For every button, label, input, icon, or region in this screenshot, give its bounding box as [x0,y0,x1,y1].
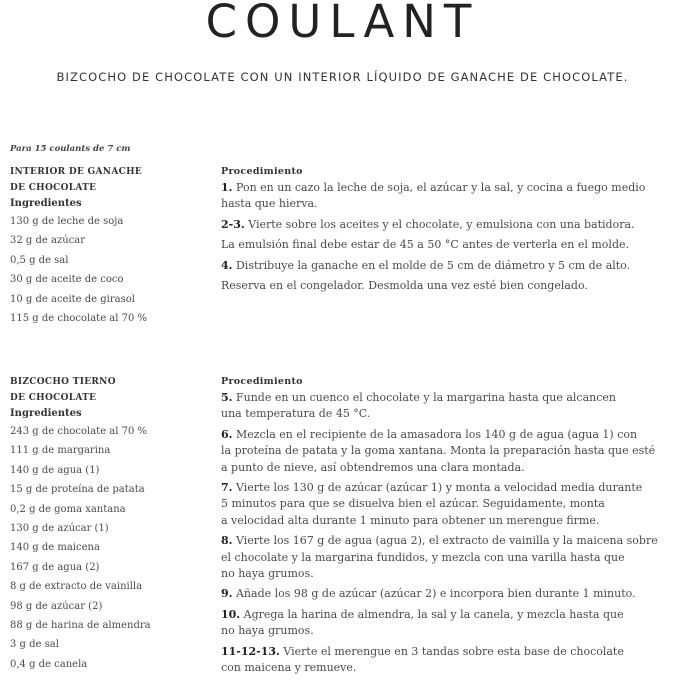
step-number: 9. [221,587,233,601]
step-text-line: 5 minutos para que se disuelva bien el azúcar. Seguidamente, monta [221,497,605,511]
ingredient-item: 10 g de aceite de girasol [10,293,135,305]
ingredient-item: 0,2 g de goma xantana [10,503,126,515]
section2-ingredient-list [10,422,210,674]
section2-ingredients-label: Ingredientes [10,408,82,419]
section2-step-list [221,390,676,677]
section2-ingredients [10,374,210,674]
section1-ingredients-label: Ingredientes [10,198,82,209]
procedure-step [221,533,676,582]
step-text-line: el chocolate y la margarina fundidos, y mezcla con una varilla hasta que [221,550,625,564]
step-number: 7. [221,481,233,495]
ingredient-item: 15 g de proteína de patata [10,484,145,496]
section2-procedure-label: Procedimiento [221,376,303,387]
procedure-step [221,180,676,213]
ingredient-item: 111 g de margarina [10,445,111,457]
serving-size: Para 15 coulants de 7 cm [10,144,131,154]
step-text-line: Vierte los 167 g de agua (agua 2), el extracto de vainilla y la maicena sobre [235,534,658,548]
step-number: 5. [221,391,233,404]
ingredient-item: 88 g de harina de almendra [10,620,151,632]
step-text-line: Reserva en el congelador. Desmolda una vez esté bien congelado. [221,279,588,293]
step-text-line: no haya grumos. [221,567,314,581]
procedure-step [221,390,676,423]
step-number: 8. [221,534,233,548]
section1-procedure-label: Procedimiento [221,166,303,177]
step-number: 2-3. [221,217,245,231]
step-number: 11-12-13. [221,644,280,658]
section2-heading-line2: DE CHOCOLATE [10,393,97,403]
step-number: 6. [221,427,233,441]
ingredient-item: 0,5 g de sal [10,254,69,266]
ingredient-item: 115 g de chocolate al 70 % [10,313,148,325]
step-number: 1. [221,181,233,194]
procedure-step [221,586,676,602]
step-text-line: La emulsión final debe estar de 45 a 50 °C antes de verterla en el molde. [221,238,629,252]
section1-heading-line2: DE CHOCOLATE [10,183,97,193]
section1-procedure [221,164,676,298]
step-text-line: la proteína de patata y la goma xantana. Monta la preparación hasta que esté [221,444,656,458]
section1-step-list [221,180,676,294]
ingredient-item: 3 g de sal [10,639,59,651]
step-text-line: Agrega la harina de almendra, la sal y la canela, y mezcla hasta que [243,607,624,621]
step-number: 10. [221,607,241,621]
step-text-line: Distribuye la ganache en el molde de 5 cm de diámetro y 5 cm de alto. [235,258,631,272]
procedure-step [221,427,676,476]
step-text-line: Añade los 98 g de azúcar (azúcar 2) e incorpora bien durante 1 minuto. [235,587,636,601]
ingredient-item: 130 g de leche de soja [10,216,124,227]
procedure-step [221,217,676,233]
procedure-step [221,480,676,529]
step-text-line: hasta que hierva. [221,197,318,211]
section2-procedure [221,374,676,681]
section1-ingredients [10,164,210,328]
ingredient-item: 98 g de azúcar (2) [10,600,103,612]
section1-ingredient-list [10,212,210,328]
ingredient-item: 32 g de azúcar [10,235,85,247]
step-text-line: Vierte los 130 g de azúcar (azúcar 1) y monta a velocidad media durante [235,481,643,495]
procedure-step [221,278,676,294]
procedure-step [221,258,676,274]
page-subtitle: BIZCOCHO DE CHOCOLATE CON UN INTERIOR LÍQUIDO DE GANACHE DE CHOCOLATE. [56,70,629,84]
step-text-line: no haya grumos. [221,624,314,638]
step-text-line: a punto de nieve, así obtendremos una clara montada. [221,460,525,474]
step-text-line: una temperatura de 45 °C. [221,407,371,421]
step-text-line: Funde en un cuenco el chocolate y la margarina hasta que alcancen [235,391,616,404]
ingredient-item: 140 g de maicena [10,542,100,554]
procedure-step [221,237,676,253]
step-number: 4. [221,258,233,272]
step-text-line: Vierte sobre los aceites y el chocolate, y emulsiona con una batidora. [248,217,635,231]
ingredient-item: 243 g de chocolate al 70 % [10,426,148,437]
page-title: COULANT [205,0,480,48]
section1-heading-line1: INTERIOR DE GANACHE [10,167,143,177]
ingredient-item: 0,4 g de canela [10,658,88,670]
procedure-step [221,607,676,640]
step-text-line: Mezcla en el recipiente de la amasadora los 140 g de agua (agua 1) con [235,427,638,441]
procedure-step [221,644,676,677]
ingredient-item: 140 g de agua (1) [10,464,100,476]
ingredient-item: 130 g de azúcar (1) [10,523,109,535]
ingredient-item: 167 g de agua (2) [10,561,100,573]
step-text-line: con maicena y remueve. [221,661,357,675]
step-text-line: Pon en un cazo la leche de soja, el azúcar y la sal, y cocina a fuego medio [235,181,646,194]
step-text-line: a velocidad alta durante 1 minuto para obtener un merengue firme. [221,513,600,527]
section2-heading-line1: BIZCOCHO TIERNO [10,377,116,387]
ingredient-item: 30 g de aceite de coco [10,274,124,286]
ingredient-item: 8 g de extracto de vainilla [10,581,143,593]
step-text-line: Vierte el merengue en 3 tandas sobre esta base de chocolate [283,644,624,658]
